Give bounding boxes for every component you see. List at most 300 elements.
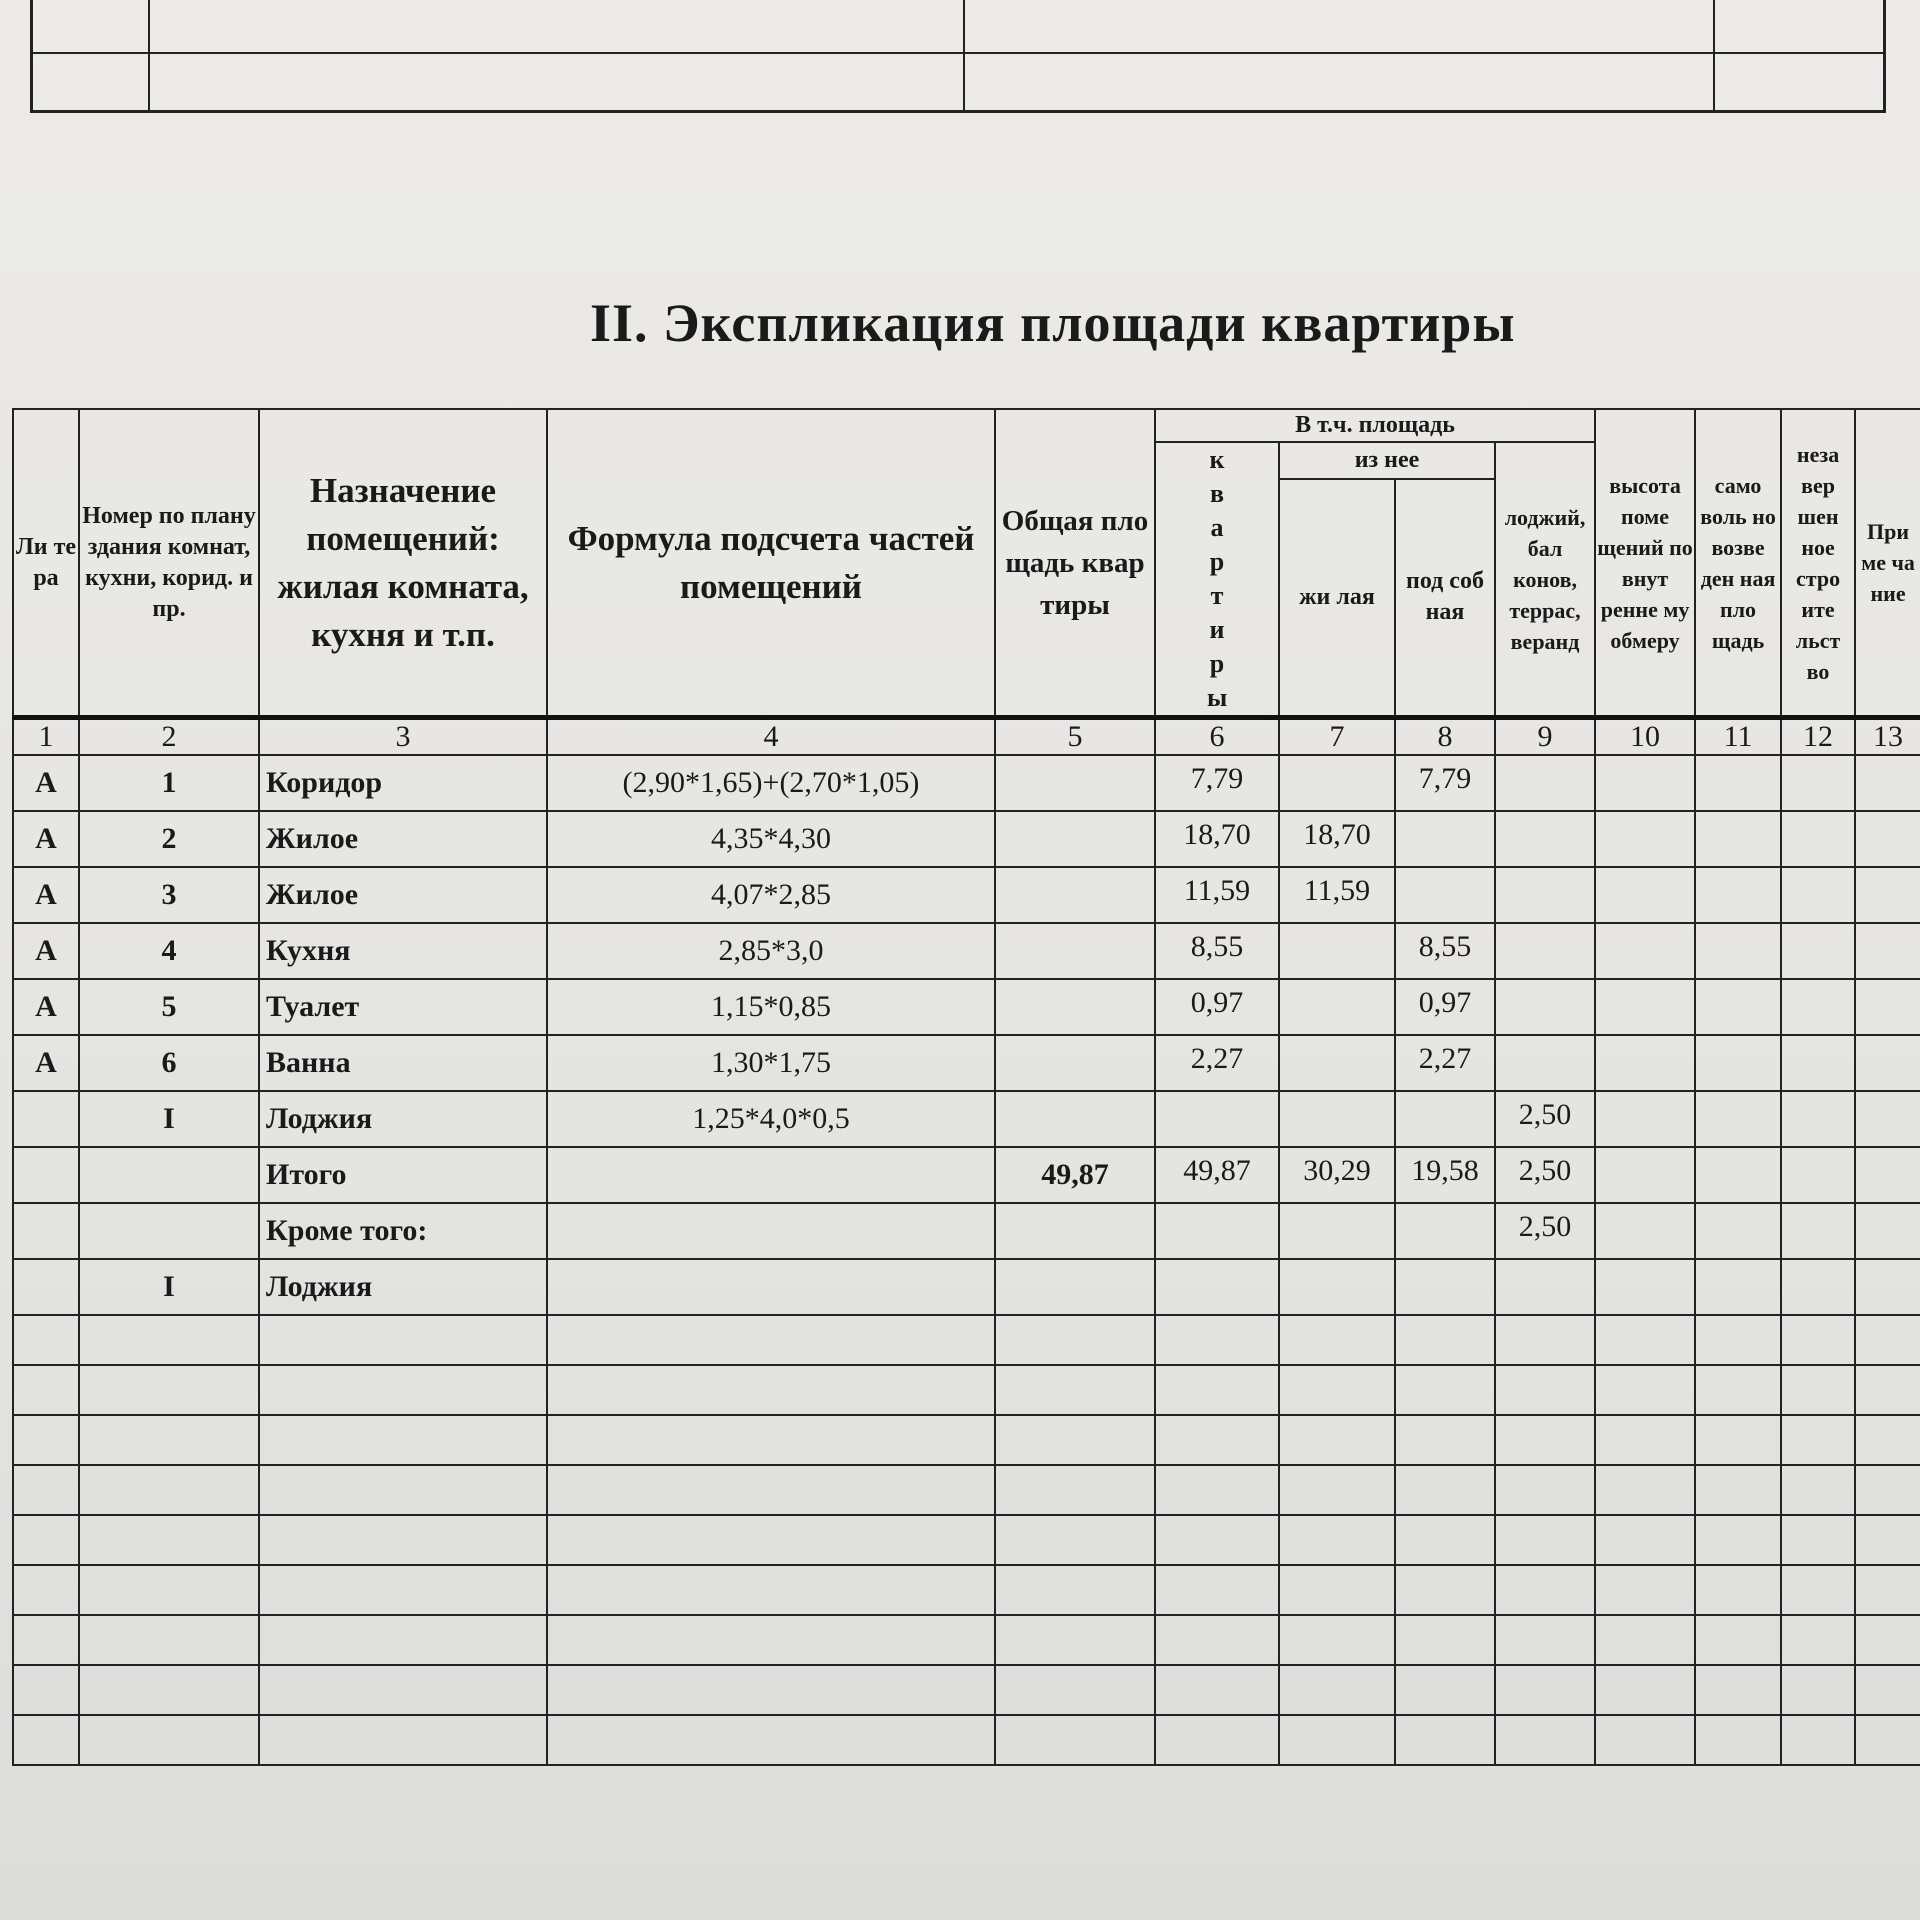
cell-empty (79, 1515, 259, 1565)
cell-empty (1781, 1259, 1855, 1315)
table-row-empty (13, 1715, 1920, 1765)
table-divider (1713, 0, 1715, 110)
cell-empty (1855, 1035, 1920, 1091)
cell-empty (1855, 811, 1920, 867)
table-divider (963, 0, 965, 110)
cell-empty (995, 1715, 1155, 1765)
cell-litera (13, 1091, 79, 1147)
cell-empty (1595, 1365, 1695, 1415)
cell-empty (1695, 811, 1781, 867)
header-formula: Формула подсчета частей помещений (547, 409, 995, 718)
table-row-empty (13, 1315, 1920, 1365)
column-number: 10 (1595, 718, 1695, 756)
cell-empty (1781, 1465, 1855, 1515)
cell-empty (995, 1665, 1155, 1715)
cell-formula: 2,85*3,0 (547, 923, 995, 979)
cell-litera: А (13, 867, 79, 923)
cell-empty (1279, 1715, 1395, 1765)
cell-empty (1495, 1715, 1595, 1765)
table-row (13, 979, 1920, 1035)
cell-empty (1855, 1259, 1920, 1315)
cell-empty (259, 1365, 547, 1415)
cell-empty (1695, 1203, 1781, 1259)
cell-empty (1695, 1365, 1781, 1415)
column-number: 4 (547, 718, 995, 756)
cell-empty (13, 1715, 79, 1765)
table-row-empty (13, 1615, 1920, 1665)
cell-empty (1279, 1465, 1395, 1515)
table-row (13, 755, 1920, 811)
column-number: 11 (1695, 718, 1781, 756)
cell-empty (1395, 1615, 1495, 1665)
cell-empty (259, 1715, 547, 1765)
previous-table-fragment (30, 0, 1886, 113)
cell-empty (1155, 1365, 1279, 1415)
cell-living: 11,59 (1279, 867, 1395, 923)
cell-name: Лоджия (259, 1259, 547, 1315)
cell-empty (1595, 1565, 1695, 1615)
cell-empty (13, 1465, 79, 1515)
column-number: 12 (1781, 718, 1855, 756)
cell-total (995, 1259, 1155, 1315)
header-notes: При ме ча ние (1855, 409, 1920, 718)
cell-empty (1395, 1665, 1495, 1715)
cell-number (79, 1203, 259, 1259)
cell-aux (1395, 867, 1495, 923)
cell-empty (79, 1565, 259, 1615)
cell-empty (1155, 1565, 1279, 1615)
cell-empty (1279, 1365, 1395, 1415)
cell-empty (1781, 1035, 1855, 1091)
cell-empty (1495, 1665, 1595, 1715)
cell-flat (1155, 1259, 1279, 1315)
cell-name: Кухня (259, 923, 547, 979)
cell-flat: 11,59 (1155, 867, 1279, 923)
cell-loggia: 2,50 (1495, 1147, 1595, 1203)
cell-empty (1695, 1465, 1781, 1515)
cell-empty (995, 1615, 1155, 1665)
cell-empty (1695, 1665, 1781, 1715)
cell-loggia (1495, 979, 1595, 1035)
cell-empty (1595, 1665, 1695, 1715)
cell-aux (1395, 1203, 1495, 1259)
cell-empty (547, 1515, 995, 1565)
cell-empty (1695, 979, 1781, 1035)
column-number: 1 (13, 718, 79, 756)
cell-empty (79, 1665, 259, 1715)
header-flat: квартиры (1155, 442, 1279, 718)
cell-formula: 4,35*4,30 (547, 811, 995, 867)
cell-empty (1781, 1415, 1855, 1465)
cell-empty (259, 1565, 547, 1615)
header-room-number: Номер по плану здания комнат, кухни, корид. и пр. (79, 409, 259, 718)
cell-loggia (1495, 1035, 1595, 1091)
cell-empty (1855, 1665, 1920, 1715)
table-row (13, 923, 1920, 979)
cell-empty (1595, 1035, 1695, 1091)
cell-empty (1155, 1315, 1279, 1365)
page-title: II. Экспликация площади квартиры (590, 293, 1516, 353)
header-total-area: Общая пло щадь квар тиры (995, 409, 1155, 718)
cell-empty (1781, 1715, 1855, 1765)
table-row-empty (13, 1415, 1920, 1465)
cell-empty (79, 1615, 259, 1665)
cell-empty (1855, 1565, 1920, 1615)
cell-flat (1155, 1203, 1279, 1259)
cell-empty (1855, 1203, 1920, 1259)
cell-litera (13, 1259, 79, 1315)
cell-number: 6 (79, 1035, 259, 1091)
cell-empty (1695, 1147, 1781, 1203)
cell-empty (1781, 923, 1855, 979)
cell-empty (1781, 867, 1855, 923)
cell-litera: А (13, 923, 79, 979)
cell-total: 49,87 (995, 1147, 1155, 1203)
cell-empty (995, 1515, 1155, 1565)
cell-empty (1595, 1147, 1695, 1203)
cell-flat: 49,87 (1155, 1147, 1279, 1203)
cell-empty (1781, 811, 1855, 867)
cell-empty (1155, 1665, 1279, 1715)
cell-total (995, 1035, 1155, 1091)
cell-empty (995, 1415, 1155, 1465)
table-divider (33, 52, 1883, 54)
cell-empty (1695, 1259, 1781, 1315)
header-unfinished: неза вер шен ное стро ите льст во (1781, 409, 1855, 718)
cell-empty (1855, 923, 1920, 979)
cell-empty (1595, 1259, 1695, 1315)
cell-aux: 0,97 (1395, 979, 1495, 1035)
cell-empty (995, 1365, 1155, 1415)
header-litera: Ли те ра (13, 409, 79, 718)
cell-empty (1695, 1615, 1781, 1665)
cell-empty (1595, 1203, 1695, 1259)
cell-empty (547, 1565, 995, 1615)
header-loggia: лоджий, бал конов, террас, веранд (1495, 442, 1595, 718)
cell-formula: (2,90*1,65)+(2,70*1,05) (547, 755, 995, 811)
cell-empty (1495, 1315, 1595, 1365)
cell-litera: А (13, 1035, 79, 1091)
cell-empty (1695, 867, 1781, 923)
explication-table (12, 408, 1920, 1766)
cell-empty (1781, 1147, 1855, 1203)
cell-living (1279, 923, 1395, 979)
cell-litera: А (13, 755, 79, 811)
cell-empty (259, 1465, 547, 1515)
cell-empty (1595, 867, 1695, 923)
cell-empty (1395, 1715, 1495, 1765)
table-row (13, 1203, 1920, 1259)
cell-aux (1395, 811, 1495, 867)
cell-empty (1279, 1415, 1395, 1465)
cell-empty (1595, 1465, 1695, 1515)
cell-empty (547, 1615, 995, 1665)
header-incl-area: В т.ч. площадь (1155, 409, 1595, 442)
cell-empty (1855, 1415, 1920, 1465)
cell-total (995, 867, 1155, 923)
cell-formula: 1,25*4,0*0,5 (547, 1091, 995, 1147)
cell-empty (1855, 755, 1920, 811)
cell-number: I (79, 1091, 259, 1147)
cell-formula (547, 1147, 995, 1203)
cell-number: I (79, 1259, 259, 1315)
cell-aux: 2,27 (1395, 1035, 1495, 1091)
column-numbers-row (13, 718, 1920, 756)
column-number: 5 (995, 718, 1155, 756)
cell-empty (547, 1665, 995, 1715)
cell-living: 30,29 (1279, 1147, 1395, 1203)
cell-empty (1495, 1415, 1595, 1465)
cell-loggia (1495, 923, 1595, 979)
cell-living (1279, 1259, 1395, 1315)
table-row-empty (13, 1565, 1920, 1615)
cell-empty (259, 1615, 547, 1665)
column-number: 8 (1395, 718, 1495, 756)
header-auxiliary: под соб ная (1395, 479, 1495, 718)
header-unauthorized: само воль но возве ден ная пло щадь (1695, 409, 1781, 718)
cell-number: 3 (79, 867, 259, 923)
cell-empty (13, 1615, 79, 1665)
cell-living (1279, 1035, 1395, 1091)
cell-name: Кроме того: (259, 1203, 547, 1259)
cell-number (79, 1147, 259, 1203)
cell-litera (13, 1203, 79, 1259)
cell-number: 2 (79, 811, 259, 867)
cell-living (1279, 1091, 1395, 1147)
cell-empty (259, 1315, 547, 1365)
cell-empty (1155, 1615, 1279, 1665)
cell-flat: 2,27 (1155, 1035, 1279, 1091)
cell-empty (1595, 1715, 1695, 1765)
cell-empty (1155, 1465, 1279, 1515)
cell-total (995, 755, 1155, 811)
cell-empty (1595, 1415, 1695, 1465)
cell-empty (1595, 923, 1695, 979)
cell-aux (1395, 1259, 1495, 1315)
cell-empty (1695, 1315, 1781, 1365)
cell-empty (1695, 1565, 1781, 1615)
column-number: 2 (79, 718, 259, 756)
cell-empty (1855, 1465, 1920, 1515)
header-purpose: Назначение помещений: жилая комната, кухня и т.п. (259, 409, 547, 718)
table-row-empty (13, 1365, 1920, 1415)
column-number: 7 (1279, 718, 1395, 756)
cell-number: 1 (79, 755, 259, 811)
cell-empty (1781, 1565, 1855, 1615)
cell-total (995, 811, 1155, 867)
cell-empty (1695, 1091, 1781, 1147)
header-height: высота поме щений по внут ренне му обмеру (1595, 409, 1695, 718)
cell-empty (79, 1715, 259, 1765)
cell-empty (79, 1465, 259, 1515)
cell-flat: 8,55 (1155, 923, 1279, 979)
cell-empty (259, 1515, 547, 1565)
cell-aux (1395, 1091, 1495, 1147)
cell-empty (1855, 1515, 1920, 1565)
cell-aux: 8,55 (1395, 923, 1495, 979)
cell-empty (1495, 1365, 1595, 1415)
header-living: жи лая (1279, 479, 1395, 718)
cell-living (1279, 979, 1395, 1035)
cell-empty (1855, 1715, 1920, 1765)
cell-living (1279, 755, 1395, 811)
cell-empty (1279, 1565, 1395, 1615)
cell-empty (547, 1315, 995, 1365)
cell-empty (1595, 1515, 1695, 1565)
cell-empty (1279, 1665, 1395, 1715)
cell-empty (1855, 867, 1920, 923)
cell-empty (1155, 1515, 1279, 1565)
cell-loggia (1495, 811, 1595, 867)
cell-litera (13, 1147, 79, 1203)
cell-empty (1855, 1365, 1920, 1415)
cell-empty (547, 1465, 995, 1515)
cell-empty (259, 1665, 547, 1715)
cell-formula: 4,07*2,85 (547, 867, 995, 923)
cell-empty (1595, 1091, 1695, 1147)
cell-flat (1155, 1091, 1279, 1147)
cell-total (995, 923, 1155, 979)
column-number: 6 (1155, 718, 1279, 756)
cell-empty (1781, 1203, 1855, 1259)
cell-empty (1695, 1715, 1781, 1765)
cell-aux: 19,58 (1395, 1147, 1495, 1203)
cell-formula (547, 1203, 995, 1259)
cell-empty (1155, 1415, 1279, 1465)
table-row-total (13, 1147, 1920, 1203)
cell-empty (1155, 1715, 1279, 1765)
cell-aux: 7,79 (1395, 755, 1495, 811)
cell-empty (1695, 755, 1781, 811)
cell-empty (1595, 755, 1695, 811)
cell-living: 18,70 (1279, 811, 1395, 867)
cell-empty (1395, 1565, 1495, 1615)
cell-name: Жилое (259, 811, 547, 867)
cell-flat: 7,79 (1155, 755, 1279, 811)
cell-empty (1695, 1515, 1781, 1565)
cell-living (1279, 1203, 1395, 1259)
cell-loggia (1495, 755, 1595, 811)
cell-empty (79, 1415, 259, 1465)
cell-empty (13, 1665, 79, 1715)
header-of-which: из нее (1279, 442, 1495, 479)
column-number: 9 (1495, 718, 1595, 756)
cell-name: Лоджия (259, 1091, 547, 1147)
cell-empty (1781, 755, 1855, 811)
cell-empty (1495, 1465, 1595, 1515)
cell-empty (995, 1465, 1155, 1515)
table-divider (148, 0, 150, 110)
cell-empty (1395, 1315, 1495, 1365)
table-row (13, 1035, 1920, 1091)
cell-empty (1855, 1147, 1920, 1203)
cell-empty (1855, 979, 1920, 1035)
cell-name: Коридор (259, 755, 547, 811)
cell-empty (1855, 1315, 1920, 1365)
cell-empty (1781, 1365, 1855, 1415)
cell-empty (13, 1515, 79, 1565)
cell-empty (13, 1565, 79, 1615)
cell-empty (547, 1415, 995, 1465)
cell-empty (1695, 1035, 1781, 1091)
cell-empty (1595, 811, 1695, 867)
cell-empty (1495, 1565, 1595, 1615)
cell-formula (547, 1259, 995, 1315)
cell-empty (1595, 1315, 1695, 1365)
cell-loggia (1495, 1259, 1595, 1315)
cell-formula: 1,30*1,75 (547, 1035, 995, 1091)
cell-total (995, 979, 1155, 1035)
cell-empty (995, 1315, 1155, 1365)
cell-name: Туалет (259, 979, 547, 1035)
cell-flat: 18,70 (1155, 811, 1279, 867)
table-row-empty (13, 1515, 1920, 1565)
cell-empty (79, 1315, 259, 1365)
cell-empty (1855, 1615, 1920, 1665)
cell-empty (1495, 1515, 1595, 1565)
cell-empty (995, 1565, 1155, 1615)
cell-number: 4 (79, 923, 259, 979)
cell-empty (79, 1365, 259, 1415)
cell-loggia: 2,50 (1495, 1203, 1595, 1259)
cell-empty (547, 1715, 995, 1765)
column-number: 3 (259, 718, 547, 756)
cell-empty (13, 1315, 79, 1365)
cell-empty (1495, 1615, 1595, 1665)
cell-loggia (1495, 867, 1595, 923)
cell-empty (1695, 923, 1781, 979)
cell-empty (259, 1415, 547, 1465)
cell-empty (1781, 1515, 1855, 1565)
cell-empty (1279, 1315, 1395, 1365)
cell-empty (1279, 1515, 1395, 1565)
cell-empty (1781, 1615, 1855, 1665)
table-row-empty (13, 1665, 1920, 1715)
cell-empty (1395, 1415, 1495, 1465)
table-row-empty (13, 1465, 1920, 1515)
cell-empty (1279, 1615, 1395, 1665)
table-row (13, 1259, 1920, 1315)
table-row (13, 811, 1920, 867)
column-number: 13 (1855, 718, 1920, 756)
cell-empty (1395, 1365, 1495, 1415)
cell-litera: А (13, 979, 79, 1035)
table-row (13, 1091, 1920, 1147)
cell-name: Ванна (259, 1035, 547, 1091)
cell-name: Итого (259, 1147, 547, 1203)
cell-litera: А (13, 811, 79, 867)
cell-flat: 0,97 (1155, 979, 1279, 1035)
table-row (13, 867, 1920, 923)
cell-loggia: 2,50 (1495, 1091, 1595, 1147)
cell-empty (13, 1415, 79, 1465)
cell-empty (1695, 1415, 1781, 1465)
cell-empty (1855, 1091, 1920, 1147)
cell-empty (1595, 1615, 1695, 1665)
cell-name: Жилое (259, 867, 547, 923)
cell-number: 5 (79, 979, 259, 1035)
cell-empty (1781, 1315, 1855, 1365)
cell-empty (1781, 1091, 1855, 1147)
cell-empty (13, 1365, 79, 1415)
cell-formula: 1,15*0,85 (547, 979, 995, 1035)
cell-empty (1395, 1465, 1495, 1515)
cell-empty (1781, 979, 1855, 1035)
cell-empty (547, 1365, 995, 1415)
cell-total (995, 1203, 1155, 1259)
cell-empty (1781, 1665, 1855, 1715)
cell-empty (1395, 1515, 1495, 1565)
